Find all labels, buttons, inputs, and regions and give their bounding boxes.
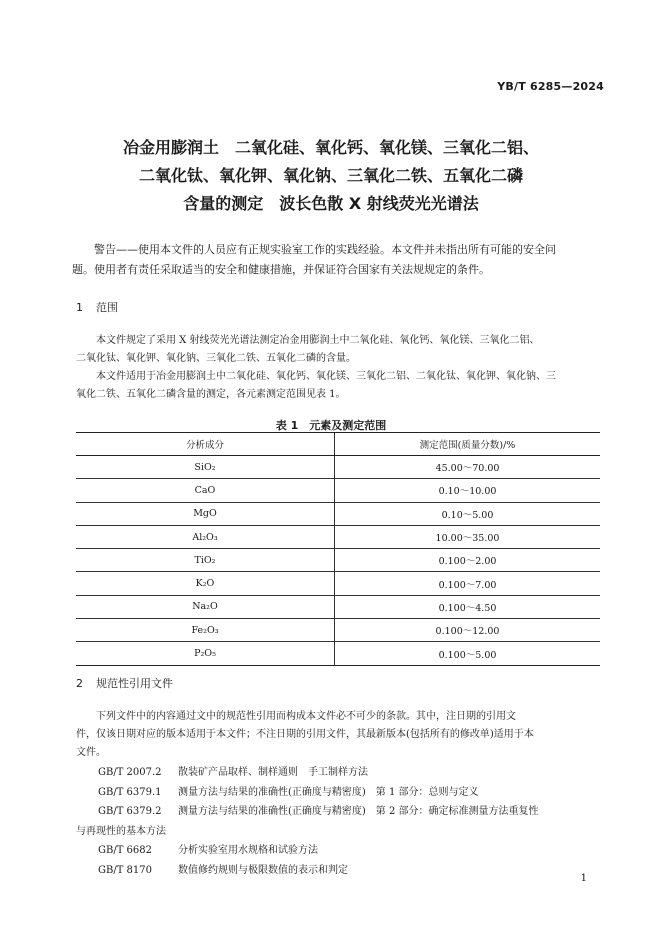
component-cell: Al₂O₃	[76, 525, 335, 548]
warning-line-1: 警告——使用本文件的人员应有正规实验室工作的实践经验。本文件并未指出所有可能的安全问	[94, 243, 556, 256]
document-title	[60, 134, 602, 218]
section-1-number: 1	[76, 301, 83, 314]
table-row	[76, 479, 600, 502]
table-row	[76, 572, 600, 595]
reference-item	[76, 802, 606, 822]
reference-list	[76, 763, 606, 880]
section-1-title: 范围	[96, 301, 118, 314]
reference-title: 分析实验室用水规格和试验方法	[178, 845, 318, 856]
component-cell: TiO₂	[76, 549, 335, 572]
component-cell: K₂O	[76, 572, 335, 595]
reference-item	[76, 763, 606, 783]
range-cell: 0.100～4.50	[335, 595, 601, 618]
reference-code: GB/T 2007.2	[98, 767, 162, 778]
refs-intro-line3: 文件。	[76, 747, 106, 758]
component-cell: CaO	[76, 479, 335, 502]
section-2-number: 2	[76, 677, 83, 690]
table-row	[76, 525, 600, 548]
range-cell: 0.10～5.00	[335, 502, 601, 525]
range-cell: 0.100～12.00	[335, 619, 601, 642]
scope-para2-line2: 氧化二铁、五氧化二磷含量的测定，各元素测定范围见表 1。	[76, 389, 346, 400]
range-cell: 0.100～2.00	[335, 549, 601, 572]
component-cell: Fe₂O₃	[76, 619, 335, 642]
reference-continuation: 与再现性的基本方法	[76, 825, 166, 837]
component-cell: SiO₂	[76, 456, 335, 479]
table-row	[76, 456, 600, 479]
title-line-3: 含量的测定 波长色散 X 射线荧光光谱法	[183, 194, 479, 213]
page-number: 1	[580, 873, 587, 884]
reference-item	[76, 841, 606, 861]
safety-warning	[72, 240, 594, 280]
section-1-heading	[76, 299, 118, 315]
reference-item	[76, 861, 606, 881]
scope-para1-line2: 二氧化钛、氧化钾、氧化钠、三氧化二铁、五氧化二磷的含量。	[76, 353, 356, 364]
reference-code: GB/T 6379.1	[98, 786, 162, 798]
header-range: 测定范围(质量分数)/%	[335, 433, 601, 456]
reference-title: 数值修约规则与极限数值的表示和判定	[178, 864, 348, 876]
range-cell: 0.100～7.00	[335, 572, 601, 595]
component-cell: Na₂O	[76, 595, 335, 618]
reference-code: GB/T 8170	[98, 864, 153, 876]
section-2-heading	[76, 675, 173, 691]
scope-para1-line1: 本文件规定了采用 X 射线荧光光谱法测定冶金用膨润土中二氧化硅、氧化钙、氧化镁、三氧化二铝、	[96, 335, 540, 346]
section-2-title: 规范性引用文件	[96, 677, 173, 690]
section-1-body	[76, 332, 600, 404]
table-row	[76, 549, 600, 572]
range-cell: 0.100～5.00	[335, 642, 601, 665]
warning-line-2: 题。使用者有责任采取适当的安全和健康措施，并保证符合国家有关法规规定的条件。	[72, 263, 490, 276]
range-cell: 45.00～70.00	[335, 456, 601, 479]
reference-code: GB/T 6379.2	[98, 806, 162, 817]
reference-item	[76, 783, 606, 803]
range-cell: 0.10～10.00	[335, 479, 601, 502]
refs-intro-line2: 件，仅该日期对应的版本适用于本文件；不注日期的引用文件，其最新版本(包括所有的修改单)适用于本	[76, 729, 534, 740]
table-header-row	[76, 433, 600, 456]
reference-title: 散装矿产品取样、制样通则 手工制样方法	[178, 767, 368, 778]
reference-title: 测量方法与结果的准确性(正确度与精密度) 第 2 部分：确定标准测量方法重复性	[178, 806, 539, 817]
reference-code: GB/T 6682	[98, 845, 153, 856]
section-2-intro	[76, 708, 600, 762]
component-cell: P₂O₅	[76, 642, 335, 665]
scope-para2-line1: 本文件适用于冶金用膨润土中二氧化硅、氧化钙、氧化镁、三氧化二铝、二氧化钛、氧化钾、氧化钠、三	[96, 371, 556, 382]
table-row	[76, 642, 600, 665]
header-component: 分析成分	[76, 433, 335, 456]
range-cell: 10.00～35.00	[335, 525, 601, 548]
title-line-2: 二氧化钛、氧化钾、氧化钠、三氧化二铁、五氧化二磷	[138, 166, 523, 185]
table-1-caption: 表 1 元素及测定范围	[275, 419, 387, 432]
title-line-1: 冶金用膨润土 二氧化硅、氧化钙、氧化镁、三氧化二铝、	[122, 138, 539, 157]
elements-table	[76, 432, 600, 666]
standard-code: YB/T 6285—2024	[497, 80, 604, 93]
reference-title: 测量方法与结果的准确性(正确度与精密度) 第 1 部分：总则与定义	[178, 786, 479, 798]
table-row	[76, 619, 600, 642]
refs-intro-line1: 下列文件中的内容通过文中的规范性引用而构成本文件必不可少的条款。其中，注日期的引用文	[96, 711, 516, 722]
table-row	[76, 595, 600, 618]
table-row	[76, 502, 600, 525]
component-cell: MgO	[76, 502, 335, 525]
